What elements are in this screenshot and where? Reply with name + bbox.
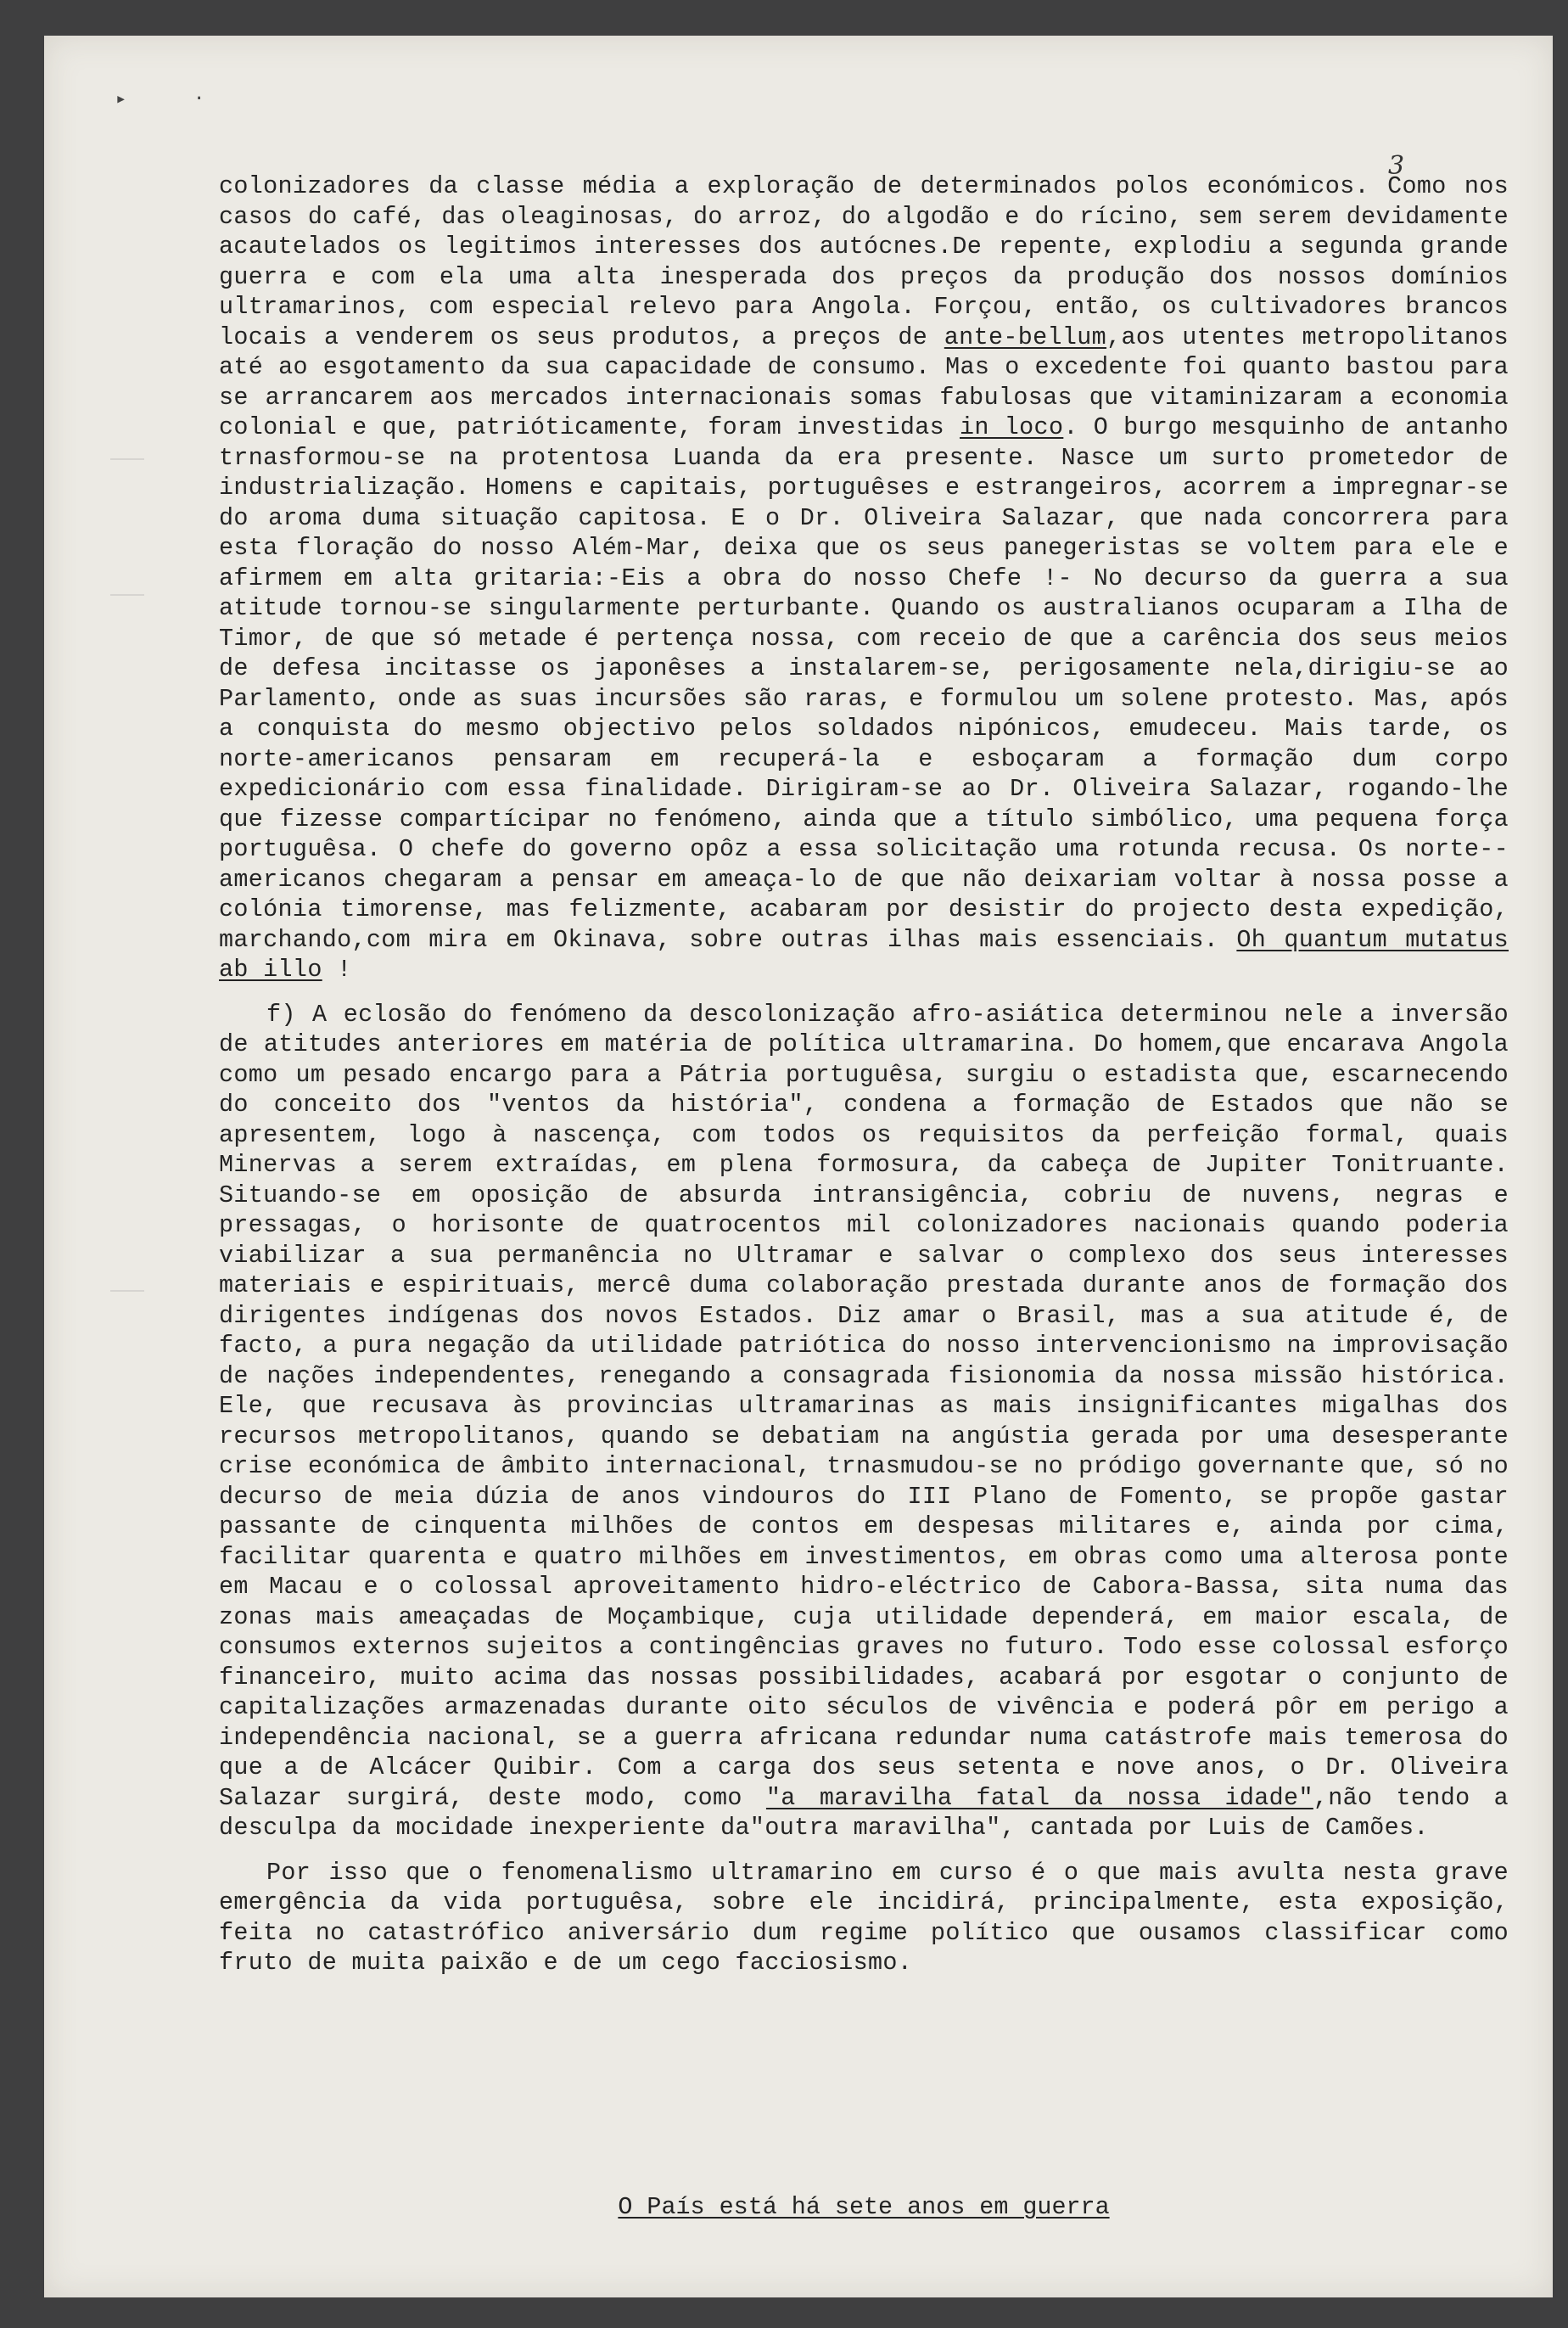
underlined-term-in-loco: in loco xyxy=(960,413,1064,441)
punch-mark-right: · xyxy=(193,88,205,109)
bleed-through-mark xyxy=(110,1290,144,1292)
paragraph-1: colonizadores da classe média a exploração de determinados polos económicos. Como nos casos do café, das oleaginosas, do arroz, do algodão e do rícino, sem serem devidamente acautelados os legitimos interesses dos autócnes.De repente, explodiu a segunda grande guerra e com ela uma alta inesperada dos preços da produção dos nossos domínios ultramarinos, com especial relevo para Angola. Forçou, então, os cultivadores brancos locais a venderem os seus produtos, a preços de ante-bellum,aos utentes metropolitanos até ao esgotamento da sua capacidade de consumo. Mas o excedente foi quanto bastou para se arrancarem aos mercados internacionais somas fabulosas que vitaminizaram a economia colonial e que, patrióticamente, foram investidas in loco. O burgo mesquinho de antanho trnasformou-se na protentosa Luanda da era presente. Nasce um surto prometedor de industrialização. Homens e capitais, portuguêses e estrangeiros, acorrem a impregnar-se do aroma duma situação capitosa. E o Dr. Oliveira Salazar, que nada concorrera para esta floração do nosso Além-Mar, deixa que os seus panegeristas se voltem para ele e afirmem em alta gritaria:-Eis a obra do nosso Chefe !- No decurso da guerra a sua atitude tornou-se singularmente perturbante. Quando os australianos ocuparam a Ilha de Timor, de que só metade é pertença nossa, com receio de que a carência dos seus meios de defesa incitasse os japonêses a instalarem-se, perigosamente nela,dirigiu-se ao Parlamento, onde as suas incursões são raras, e formulou um solene protesto. Mas, após a conquista do mesmo objectivo pelos soldados nipónicos, emudeceu. Mais tarde, os norte-americanos pensaram em recuperá-la e esboçaram a formação dum corpo expedicionário com essa finalidade. Dirigiram-se ao Dr. Oliveira Salazar, rogando-lhe que fizesse compartícipar no fenómeno, ainda que a título simbólico, uma pequena força portuguêsa. O chefe do governo opôz a essa solicitação uma rotunda recusa. Os norte--americanos chegaram a pensar em ameaça-lo de que não deixariam voltar à nossa posse a colónia timorense, mas felizmente, acabaram por desistir do projecto desta expedição, marchando,com mira em Okinava, sobre outras ilhas mais essenciais. Oh quantum mutatus ab illo ! xyxy=(219,172,1509,984)
section-heading: O País está há sete anos em guerra xyxy=(618,2193,1110,2221)
paragraph-3: Por isso que o fenomenalismo ultramarino em curso é o que mais avulta nesta grave emergência da vida portuguêsa, sobre ele incidirá, principalmente, esta exposição, feita no catastrófico aniversário dum regime político que ousamos classificar como fruto de muita paixão e de um cego facciosismo. xyxy=(219,1858,1509,1977)
bleed-through-mark xyxy=(110,458,144,460)
punch-mark-left: ▸ xyxy=(115,88,127,109)
bleed-through-mark xyxy=(110,594,144,596)
page-number: 3 xyxy=(1388,151,1405,181)
underlined-camoes-quote: "a maravilha fatal da nossa idade" xyxy=(765,1783,1313,1812)
document-body xyxy=(219,171,1509,1978)
paragraph-2: f) A eclosão do fenómeno da descolonização afro-asiática determinou nele a inversão de atitudes anteriores em matéria de política ultramarina. Do homem,que encarava Angola como um pesado encargo para a Pátria portuguêsa, surgiu o estadista que, escarnecendo do conceito dos "ventos da história", condena a formação de Estados que não se apresentem, logo à nascença, com todos os requisitos da perfeição formal, quais Minervas a serem extraídas, em plena formosura, da cabeça de Jupiter Tonitruante. Situando-se em oposição de absurda intransigência, cobriu de nuvens, negras e pressagas, o horisonte de quatrocentos mil colonizadores nacionais quando poderia viabilizar a sua permanência no Ultramar e salvar o complexo dos seus interesses materiais e espirituais, mercê duma colaboração prestada durante anos de formação dos dirigentes indígenas dos novos Estados. Diz amar o Brasil, mas a sua atitude é, de facto, a pura negação da utilidade patriótica do nosso intervencionismo na improvisação de nações independentes, renegando a consagrada fisionomia da nossa missão histórica. Ele, que recusava às provincias ultramarinas as mais insignificantes migalhas dos recursos metropolitanos, quando se debatiam na angústia gerada por uma desesperante crise económica de âmbito internacional, trnasmudou-se no pródigo governante que, só no decurso de meia dúzia de anos vindouros do III Plano de Fomento, se propõe gastar passante de cinquenta milhões de contos em despesas militares e, ainda por cima, facilitar quarenta e quatro milhões em investimentos, em obras como uma alterosa ponte em Macau e o colossal aproveitamento hidro-eléctrico de Cabora-Bassa, sita numa das zonas mais ameaçadas de Moçambique, cuja utilidade dependerá, em maior escala, de consumos externos sujeitos a contingências graves no futuro. Todo esse colossal esforço financeiro, muito acima das nossas possibilidades, acabará por esgotar o conjunto de capitalizações armazenadas durante oito séculos de vivência e poderá pôr em perigo a independência nacional, se a guerra africana redundar numa catástrofe mais temerosa do que a de Alcácer Quibir. Com a carga dos seus setenta e nove anos, o Dr. Oliveira Salazar surgirá, deste modo, como "a maravilha fatal da nossa idade",não tendo a desculpa da mocidade inexperiente da"outra maravilha", cantada por Luis de Camões. xyxy=(219,1000,1509,1842)
underlined-term-ante-bellum: ante-bellum xyxy=(944,323,1107,351)
underlined-latin-quote: Oh quantum mutatus ab illo xyxy=(219,925,1509,984)
